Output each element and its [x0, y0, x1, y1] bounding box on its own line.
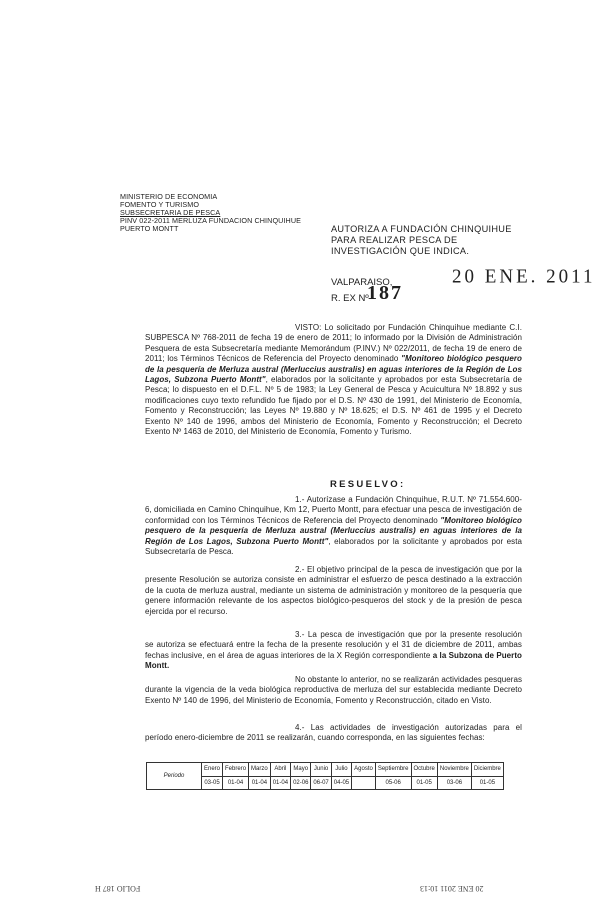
- rex-number: 187: [367, 282, 403, 304]
- header-line-fomento: FOMENTO Y TURISMO: [120, 200, 200, 209]
- item-3b: [145, 675, 522, 706]
- month-cell: Febrero: [223, 763, 249, 777]
- item-2: [145, 565, 522, 617]
- visto-project: "Monitoreo biológico pesquero de la pesquería de Merluza austral (Merluccius australis) en aguas interiores de la Región de Los Lagos, Subzona Puerto Montt": [145, 354, 522, 385]
- item-2-text: 2.- El objetivo principal de la pesca de investigación que por la presente Resolución se autoriza consiste en administrar el esfuerzo de pesca destinado a la extracción de la cuota de merluza austral, mediante un sistema de administración y monitoreo de la pesquería que genere información relevante de los aspectos biológico-pesqueros del stock y de la presión de pesca ejercida por el recurso.: [145, 565, 522, 616]
- item-3-lead: 3.- La pesca de investigación que por la presente resolución se autoriza se efectuará entre la fecha de la presente resolución y el 31 de diciembre de 2011, ambas fechas inclusive, en el área de aguas interiores de la X Región correspondiente: [145, 630, 522, 660]
- resolution-subject: AUTORIZA A FUNDACIÓN CHINQUIHUE PARA REALIZAR PESCA DE INVESTIGACIÓN QUE INDICA.: [331, 224, 512, 256]
- date-cell: 03-06: [437, 776, 471, 790]
- header-line-subsecretaria: SUBSECRETARIA DE PESCA: [120, 208, 221, 217]
- visto-lead: VISTO: Lo solicitado por Fundación Chinquihue mediante C.I. SUBPESCA Nº 768-2011 de fecha 19 de enero de 2011; lo informado por la División de Administración Pesquera de esta Subsecretaría mediante Memorándum (P.INV.) Nº 022/2011, de fecha 19 de enero de 2011; los Términos Técnicos de Referencia del Proyecto denominado: [145, 323, 522, 364]
- month-cell: Mayo: [291, 763, 311, 777]
- header-line-city: PUERTO MONTT: [120, 224, 179, 233]
- date-cell: 02-06: [291, 776, 311, 790]
- date-cell: 06-07: [311, 776, 331, 790]
- month-cell: Julio: [331, 763, 351, 777]
- month-cell: Octubre: [411, 763, 437, 777]
- month-cell: Diciembre: [471, 763, 503, 777]
- date-cell: 01-04: [249, 776, 271, 790]
- resuelvo-heading: RESUELVO:: [330, 479, 406, 490]
- item-3-bold: a la Subzona de Puerto Montt.: [145, 650, 522, 671]
- ministry-header: [120, 193, 320, 233]
- date-cell: 01-04: [270, 776, 290, 790]
- date-cell: 04-05: [331, 776, 351, 790]
- item-3b-text: No obstante lo anterior, no se realizarán actividades pesqueras durante la vigencia de la veda biológica reproductiva de merluza del sur establecida mediante Decreto Exento Nº 140 de 1996, del Ministerio de Economía, Fomento y Reconstrucción, citado en Visto.: [145, 675, 522, 705]
- date-cell: 03-05: [202, 776, 223, 790]
- date-cell: 01-05: [471, 776, 503, 790]
- place-label: VALPARAISO,: [331, 277, 393, 288]
- footer-folio-stamp: FOLIO 187 H: [95, 884, 141, 893]
- month-cell: Abril: [270, 763, 290, 777]
- item-4: [145, 723, 522, 744]
- date-cell: 05-06: [375, 776, 411, 790]
- month-cell: Noviembre: [437, 763, 471, 777]
- month-cell: Junio: [311, 763, 331, 777]
- month-cell: Enero: [202, 763, 223, 777]
- month-cell: Agosto: [352, 763, 376, 777]
- rex-label: R. EX Nº: [331, 293, 369, 304]
- handwritten-date: 20 ENE. 2011: [452, 265, 596, 288]
- date-cell: [352, 776, 376, 790]
- item-3: [145, 630, 522, 672]
- header-line-ministry: MINISTERIO DE ECONOMIA: [120, 192, 218, 201]
- item-1-lead: 1.- Autorízase a Fundación Chinquihue, R.U.T. Nº 71.554.600-6, domiciliada en Camino Chinquihue, Km 12, Puerto Montt, para efectuar una pesca de investigación de conformidad con los Términos Técnicos de Referencia del Proyecto denominado: [145, 495, 522, 525]
- visto-rest: , elaborados por la solicitante y aprobados por esta Subsecretaría de Pesca; lo dispuesto en el D.F.L. Nº 5 de 1983; la Ley General de Pesca y Acuicultura Nº 18.892 y sus modificaciones cuyo texto refundido fue fijado por el D.S. Nº 430 de 1991, del Ministerio de Economía, Fomento y Reconstrucción; las Leyes Nº 19.880 y Nº 18.625; el D.S. Nº 461 de 1995 y el Decreto Exento Nº 140 de 1996, ambos del Ministerio de Economía, Fomento y Reconstrucción; el Decreto Exento Nº 1463 de 2010, del Ministerio de Economía, Fomento y Turismo.: [145, 375, 523, 437]
- item-1-rest: , elaborados por la solicitante y aprobados por esta Subsecretaría de Pesca.: [145, 536, 522, 557]
- header-line-ref: PINV 022-2011 MERLUZA FUNDACION CHINQUIHUE: [120, 216, 301, 225]
- item-1-project: "Monitoreo biológico pesquero de la pesquería de Merluza austral (Merluccius australis) en aguas interiores de la Región de Los Lagos, Subzona Puerto Montt": [145, 515, 522, 546]
- date-cell: 01-05: [411, 776, 437, 790]
- item-4-text: 4.- Las actividades de investigación autorizadas para el período enero-diciembre de 2011 se realizarán, cuando corresponda, en las siguientes fechas:: [145, 723, 522, 743]
- schedule-table: [146, 762, 504, 790]
- footer-time-stamp: 20 ENE 2011 10:13: [420, 884, 484, 893]
- schedule-row-months: [147, 763, 504, 777]
- item-1: [145, 495, 522, 557]
- schedule-label: Periodo: [147, 763, 202, 790]
- month-cell: Septiembre: [375, 763, 411, 777]
- visto-paragraph: [145, 323, 522, 437]
- date-cell: 01-04: [223, 776, 249, 790]
- month-cell: Marzo: [249, 763, 271, 777]
